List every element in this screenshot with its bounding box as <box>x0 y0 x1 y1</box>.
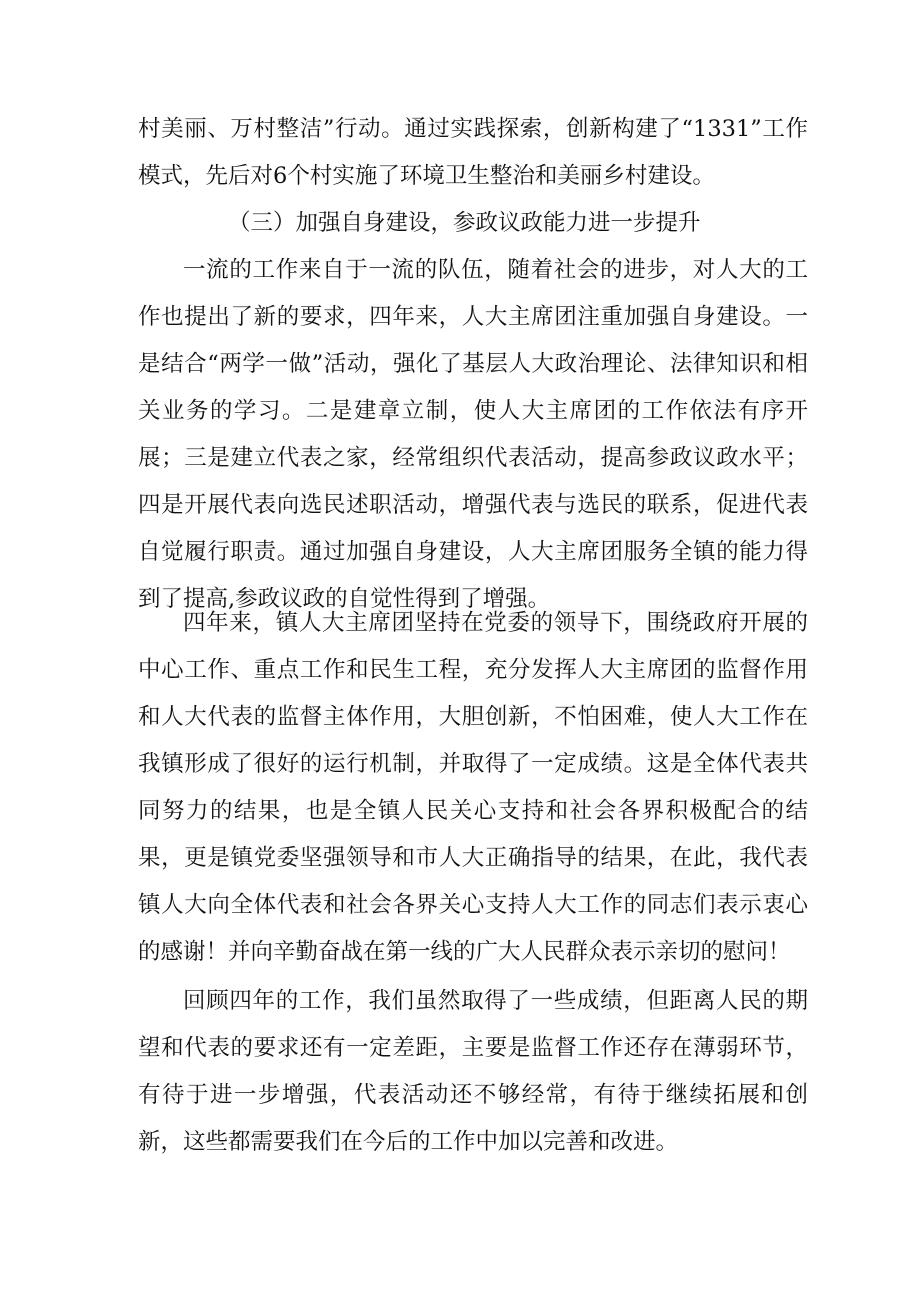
paragraph-self-building: 一流的工作来自于一流的队伍，随着社会的进步，对人大的工作也提出了新的要求，四年来，人大主席团注重加强自身建设。一是结合“两学一做”活动，强化了基层人大政治理论、法律知识和相关业务的学习。二是建章立制，使人大主席团的工作依法有序开展；三是建立代表之家，经常组织代表活动，提高参政议政水平；四是开展代表向选民述职活动，增强代表与选民的联系，促进代表自觉履行职责。通过加强自身建设，人大主席团服务全镇的能力得到了提高,参政议政的自觉性得到了增强。 <box>138 257 808 612</box>
paragraph-summary: 四年来，镇人大主席团坚持在党委的领导下，围绕政府开展的中心工作、重点工作和民生工程，充分发挥人大主席团的监督作用和人大代表的监督主体作用，大胆创新，不怕困难，使人大工作在我镇形成了很好的运行机制，并取得了一定成绩。这是全体代表共同努力的结果，也是全镇人民关心支持和社会各界积极配合的结果，更是镇党委坚强领导和市人大正确指导的结果，在此，我代表镇人大向全体代表和社会各界关心支持人大工作的同志们表示衷心的感谢！并向辛勤奋战在第一线的广大人民群众表示亲切的慰问！ <box>138 610 808 965</box>
paragraph-continuation: 村美丽、万村整洁”行动。通过实践探索，创新构建了“1331”工作模式，先后对6个村实施了环境卫生整治和美丽乡村建设。 <box>138 116 808 189</box>
paragraph-shortcomings: 回顾四年的工作，我们虽然取得了一些成绩，但距离人民的期望和代表的要求还有一定差距，主要是监督工作还存在薄弱环节，有待于进一步增强，代表活动还不够经常，有待于继续拓展和创新，这些都需要我们在今后的工作中加以完善和改进。 <box>138 988 808 1155</box>
section-heading: （三）加强自身建设，参政议政能力进一步提升 <box>228 210 701 236</box>
